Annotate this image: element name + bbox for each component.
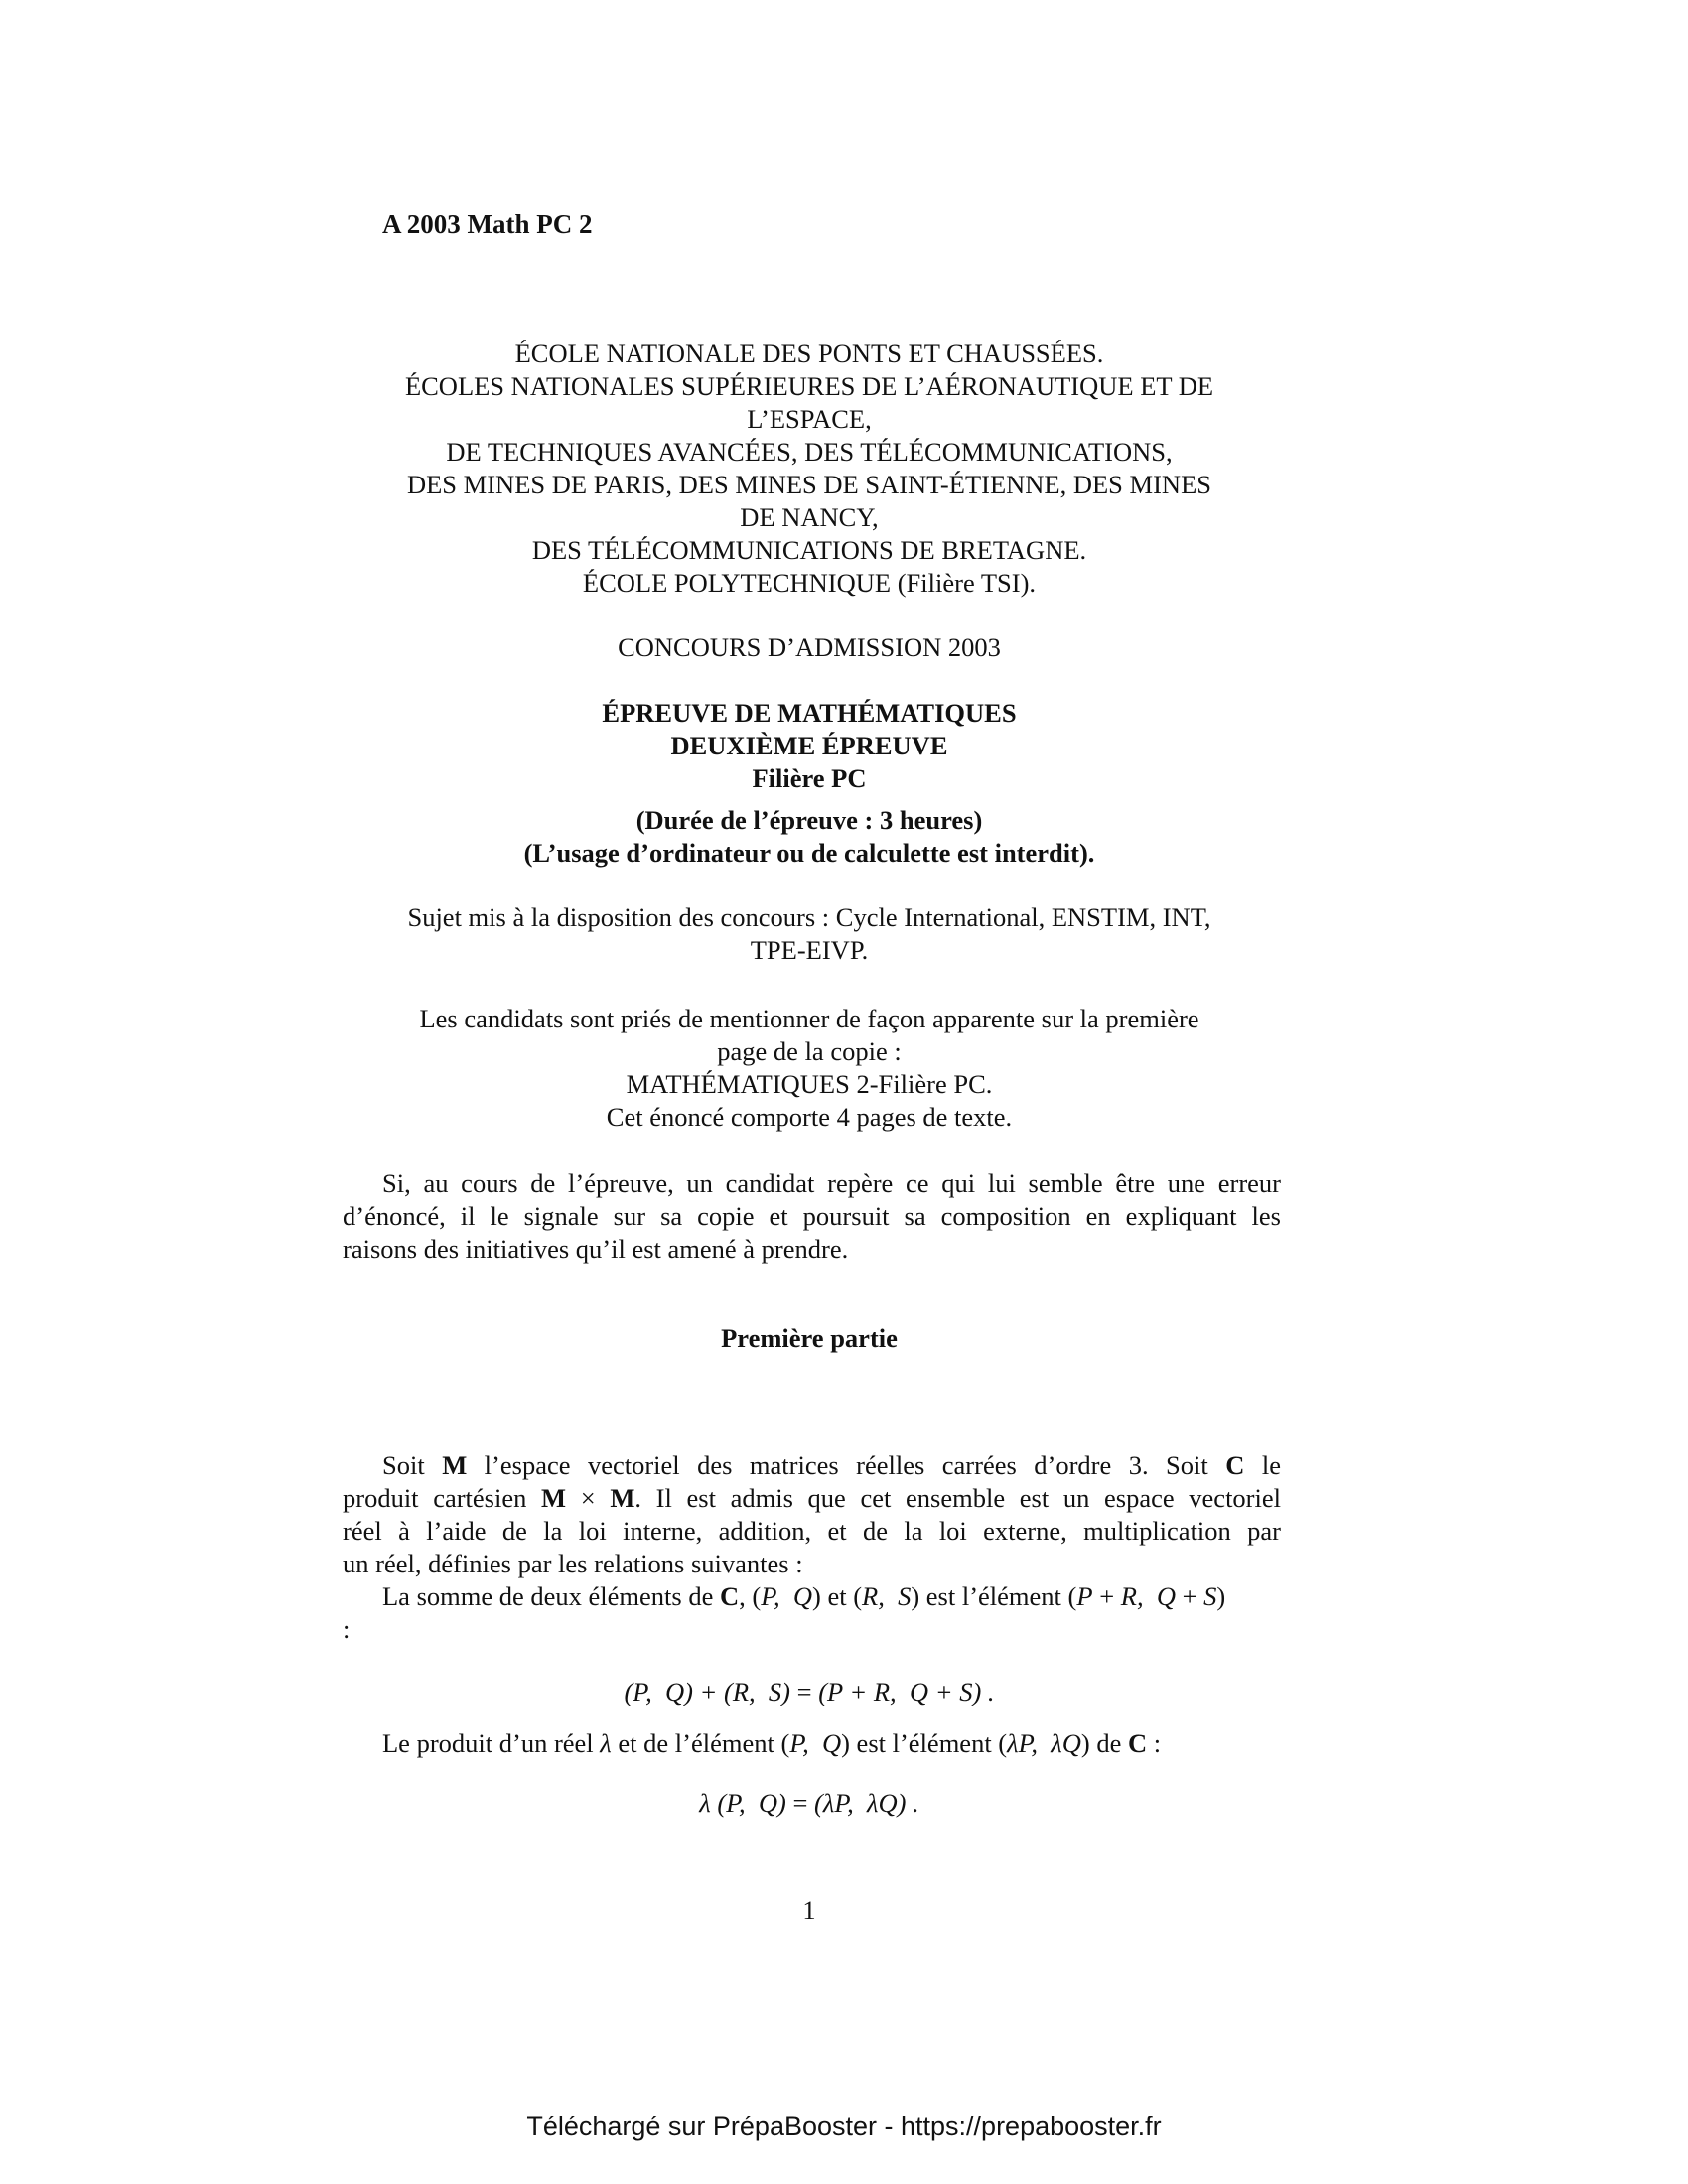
equation-scalar bbox=[338, 1787, 1281, 1820]
math-symbol: M bbox=[610, 1483, 635, 1513]
epreuve-heading bbox=[338, 697, 1281, 795]
equals-sign: = bbox=[790, 1677, 819, 1706]
candidats-line: Les candidats sont priés de mentionner de façon apparente sur la première bbox=[419, 1004, 1199, 1033]
calculator-line: (L’usage d’ordinateur ou de calculette est interdit). bbox=[523, 838, 1095, 868]
school-line: ÉCOLES NATIONALES SUPÉRIEURES DE L’AÉRONAUTIQUE ET DE bbox=[404, 371, 1214, 401]
text-run: : bbox=[1147, 1728, 1162, 1758]
schools-list bbox=[338, 338, 1281, 600]
math-operator: + bbox=[1092, 1581, 1121, 1611]
math-var: R, bbox=[862, 1581, 885, 1611]
school-line: DE TECHNIQUES AVANCÉES, DES TÉLÉCOMMUNICATIONS, bbox=[446, 437, 1173, 467]
math-symbol: C bbox=[1225, 1450, 1245, 1480]
paragraph-line: un réel, définies par les relations suivantes : bbox=[343, 1549, 803, 1578]
sujet-line: Sujet mis à la disposition des concours : Cycle International, ENSTIM, INT, bbox=[407, 902, 1211, 932]
epreuve-line: DEUXIÈME ÉPREUVE bbox=[670, 731, 948, 760]
epreuve-line: ÉPREUVE DE MATHÉMATIQUES bbox=[602, 698, 1017, 728]
school-line: ÉCOLE POLYTECHNIQUE (Filière TSI). bbox=[582, 568, 1037, 598]
exam-code: A 2003 Math PC 2 bbox=[382, 209, 593, 239]
math-var: P, bbox=[761, 1581, 780, 1611]
sujet-notice bbox=[338, 901, 1281, 967]
math-symbol: C bbox=[719, 1581, 740, 1611]
text-run: ) et ( bbox=[812, 1581, 863, 1611]
candidats-notice bbox=[338, 1003, 1281, 1134]
text-run bbox=[780, 1581, 793, 1611]
math-var: λP, λQ bbox=[1007, 1728, 1081, 1758]
candidats-line: MATHÉMATIQUES 2-Filière PC. bbox=[626, 1069, 993, 1099]
sujet-line: TPE-EIVP. bbox=[750, 935, 869, 965]
school-line: DE NANCY, bbox=[740, 502, 879, 532]
text-run: l’espace vectoriel des matrices réelles carrées d’ordre 3. Soit bbox=[467, 1450, 1226, 1480]
duration-line: (Durée de l’épreuve : 3 heures) bbox=[635, 805, 983, 835]
math-symbol: C bbox=[1127, 1728, 1148, 1758]
math-operator: + bbox=[1175, 1581, 1204, 1611]
math-var: P, Q bbox=[789, 1728, 842, 1758]
text-run: le bbox=[1244, 1450, 1281, 1480]
math-var: P bbox=[1076, 1581, 1093, 1611]
paragraph-line: raisons des initiatives qu’il est amené à prendre. bbox=[343, 1234, 849, 1264]
produit-definition bbox=[382, 1727, 1161, 1760]
equation-rhs: (λP, λQ) . bbox=[814, 1788, 919, 1818]
text-run bbox=[1144, 1581, 1157, 1611]
school-line: DES TÉLÉCOMMUNICATIONS DE BRETAGNE. bbox=[531, 535, 1087, 565]
math-var: R, bbox=[1120, 1581, 1144, 1611]
school-line: ÉCOLE NATIONALE DES PONTS ET CHAUSSÉES. bbox=[514, 339, 1104, 368]
text-run bbox=[885, 1581, 898, 1611]
equation-sum bbox=[338, 1676, 1281, 1708]
text-run: ) de bbox=[1080, 1728, 1128, 1758]
equation-rhs: (P + R, Q + S) . bbox=[818, 1677, 995, 1706]
school-line: DES MINES DE PARIS, DES MINES DE SAINT-ÉTIENNE, DES MINES bbox=[406, 470, 1211, 499]
equals-sign: = bbox=[785, 1788, 815, 1818]
text-run: ) est l’élément ( bbox=[911, 1581, 1077, 1611]
math-symbol: M bbox=[541, 1483, 567, 1513]
erreur-paragraph bbox=[343, 1167, 1281, 1266]
filiere-line: Filière PC bbox=[752, 763, 867, 793]
math-var: S bbox=[898, 1581, 912, 1611]
somme-colon: : bbox=[343, 1614, 351, 1644]
math-var: Q bbox=[792, 1581, 812, 1611]
definition-paragraph bbox=[343, 1449, 1281, 1580]
text-run: Le produit d’un réel bbox=[382, 1728, 601, 1758]
text-run: La somme de deux éléments de bbox=[382, 1581, 720, 1611]
paragraph-line bbox=[343, 1482, 1281, 1515]
page-number: 1 bbox=[802, 1895, 816, 1925]
paragraph-line: Si, au cours de l’épreuve, un candidat repère ce qui lui semble être une erreur bbox=[382, 1168, 1281, 1198]
math-var: λ bbox=[600, 1728, 612, 1758]
section-title: Première partie bbox=[721, 1323, 898, 1353]
equation-lhs: λ (P, Q) bbox=[699, 1788, 786, 1818]
math-operator: × bbox=[566, 1483, 611, 1513]
text-run: Soit bbox=[382, 1450, 443, 1480]
math-symbol: M bbox=[442, 1450, 468, 1480]
candidats-line: Cet énoncé comporte 4 pages de texte. bbox=[606, 1102, 1013, 1132]
paragraph-line: réel à l’aide de la loi interne, addition, et de la loi externe, multiplication par bbox=[343, 1516, 1281, 1546]
math-var: Q bbox=[1156, 1581, 1176, 1611]
text-run: . Il est admis que cet ensemble est un espace vectoriel bbox=[634, 1483, 1281, 1513]
math-var: S bbox=[1203, 1581, 1217, 1611]
download-footer: Téléchargé sur PrépaBooster - https://prepabooster.fr bbox=[526, 2112, 1162, 2141]
text-run: produit cartésien bbox=[343, 1483, 542, 1513]
candidats-line: page de la copie : bbox=[717, 1036, 902, 1066]
paragraph-line: d’énoncé, il le signale sur sa copie et poursuit sa composition en expliquant les bbox=[343, 1201, 1281, 1231]
duration-notice bbox=[338, 804, 1281, 870]
equation-lhs: (P, Q) + (R, S) bbox=[624, 1677, 790, 1706]
paragraph-line bbox=[343, 1449, 1281, 1482]
text-run: ) est l’élément ( bbox=[841, 1728, 1008, 1758]
text-run: , ( bbox=[739, 1581, 762, 1611]
concours-title: CONCOURS D’ADMISSION 2003 bbox=[618, 632, 1001, 662]
school-line: L’ESPACE, bbox=[747, 404, 872, 434]
somme-definition bbox=[382, 1580, 1336, 1613]
text-run: ) bbox=[1216, 1581, 1226, 1611]
text-run: et de l’élément ( bbox=[611, 1728, 790, 1758]
